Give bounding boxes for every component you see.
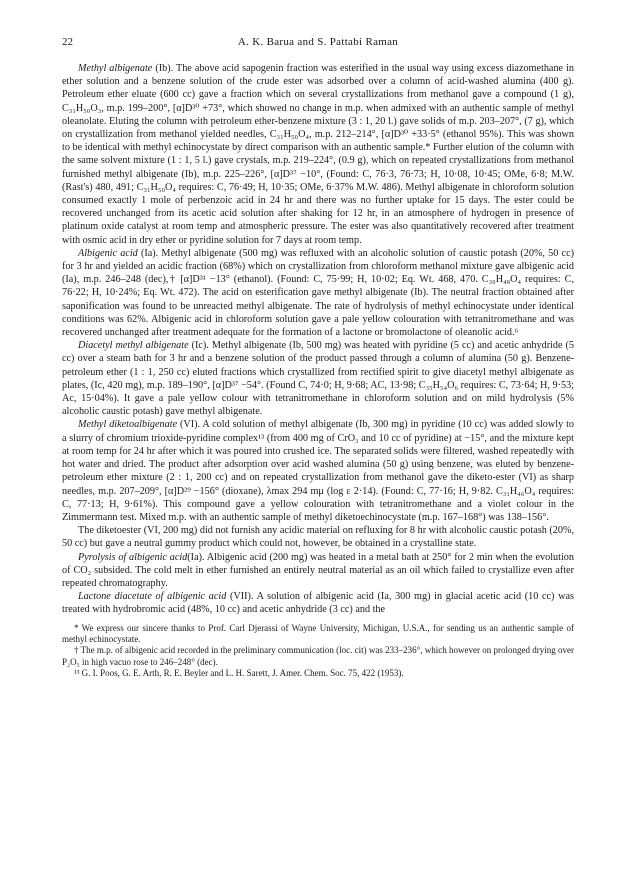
paragraph-lead: Methyl diketoalbigenate [78,419,178,431]
paragraph-text: (Ib). The above acid sapogenin fraction was esterified in the usual way using excess diazomethane in ether solution and a benzene solution of the crude ester was adsorbed over a column of acid-washed alumina (400 g). Petroleum ether eluate (600 cc) gave a fraction which on several crystallizations from methanol gave a compound (1 g), C₃₁H₅₀O₃, m.p. 199–200°, [α]D³⁰ +73°, which showed no change in m.p. when admixed with an authentic sample of methyl oleanolate. Eluting the column with petroleum ether-benzene mixture (3 : 1, 20 l.) gave solids of m.p. 203–207°, (7 g), which on crystallization from methanol yielded needles, C₃₁H₅₀O₄, m.p. 212–214°, [α]D³⁰ +33·5° (ethanol 95%). This was shown to be identical with methyl echinocystate by direct comparison with an authentic sample.* Further elution of the column with the same solvent mixture (1 : 1, 5 l.) gave crystals, m.p. 219–224°, (0.9 g), which on repeated crystallizations from methanol furnished methyl albigenate (Ib), m.p. 225–226°, [α]D³⁷ −10°, (Found: C, 76·3, 76·73; H, 10·08, 10·45; OMe, 6·8; M.W. (Rast's) 480, 491; C₃₁H₅₀O₄ requires: C, 76·49; H, 10·35; OMe, 6·37% M.W. 486). Methyl albigenate in chloroform solution consumed exactly 1 mole of perbenzoic acid in 24 hr and there was no further uptake for 15 days. The ester could be recovered unchanged from its acetic acid solution after shaking for 12 hr, in an atmosphere of hydrogen in presence of platinum oxide catalyst at room temp and atmospheric pressure. The ester was also quantitatively recovered after treatment with osmic acid in dry ether or pyridine solution for 7 days at room temp. [62,63,574,246]
paragraph-text: (VI). A cold solution of methyl albigenate (Ib, 300 mg) in pyridine (10 cc) was added slowly to a slurry of chromium trioxide-pyridine complex¹³ (from 400 mg of CrO₃ and 10 cc of pyridine) at −15°, and the mixture kept at room temp for 24 hr after which it was poured into crushed ice. The separated solids were filtered, washed repeatedly with hot water and dried. The product after adsorption over acid washed alumina (50 g) using benzene, was eluted by benzene-petroleum ether mixture (2 : 1, 200 cc) and on repeated crystallization from methanol gave the diketo-ester (VI) as sharp needles, m.p. 207–209°, [α]D²⁹ −156° (dioxane), λmax 294 mμ (log ε 2·14). (Found: C, 77·16; H, 9·82. C₃₁H₄₆O₄ requires: C, 77·13; H, 9·61%). This compound gave a yellow colouration with tetranitromethane and a violet colour in the Zimmermann test. Mixed m.p. with an authentic sample of methyl diketoechinocystate (m.p. 167–168°) was 138–156°. [62,419,574,523]
paragraph-methyl-albigenate [62,62,574,247]
paragraph-lead: Methyl albigenate [78,63,153,74]
paragraph-methyl-diketoalbigenate [62,418,574,524]
paragraph-diketoester-reflux [62,524,574,550]
article-body [62,62,574,617]
paragraph-text: (Ia). Methyl albigenate (500 mg) was refluxed with an alcoholic solution of caustic potash (20%, 50 cc) for 3 hr and yielded an acidic fraction (68%) which on crystallization from chloroform methanol mixture gave albigenic acid (Ia), m.p. 246–248 (dec),† [α]D³¹ −13° (ethanol). (Found: C, 75·99; H, 10·02; Eq. Wt. 468, 470. C₃₀H₄₈O₄ requires: C, 76·22; H, 10·24%; Eq. Wt. 472). The acid on esterification gave methyl albigenate (Ib). The neutral fraction obtained after saponification was found to be unreacted methyl albigenate. The rate of hydrolysis of methyl echinocystate under identical conditions was 62%. Albigenic acid in chloroform solution gave a pale yellow colouration with tetranitromethane and was recovered unchanged after treatment adequate for the formation of a lactone or bromolactone of oleanolic acid.⁶ [62,247,574,339]
footnote-star: * We express our sincere thanks to Prof. Carl Djerassi of Wayne University, Michigan, U.S.A., for sending us an authentic sample of methyl echinocystate. [62,622,574,644]
running-title: A. K. Barua and S. Pattabi Raman [237,36,399,48]
paragraph-albigenic-acid [62,247,574,339]
footnotes [62,623,574,680]
footnote-reference-13: ¹³ G. I. Poos, G. E. Arth, R. E. Beyler and L. H. Sarett, J. Amer. Chem. Soc. 75, 422 (1953). [74,668,404,679]
paragraph-text: (VII). A solution of albigenic acid (Ia, 300 mg) in glacial acetic acid (10 cc) was treated with hydrobromic acid (48%, 10 cc) and acetic anhydride (3 cc) and the [62,591,574,616]
paragraph-pyrolysis [62,551,574,591]
page-number: 22 [62,36,73,48]
paragraph-lead: Pyrolysis of albigenic acid [78,551,188,563]
paragraph-diacetyl-methyl-albigenate [62,339,574,418]
paragraph-text: (Ia). Albigenic acid (200 mg) was heated in a metal bath at 250° for 2 min when the evolution of CO₂ subsided. The cold melt in ether furnished an entirely neutral material as an oil which failed to crystallize even after repeated chromatography. [62,551,574,589]
paragraph-lead: Albigenic acid [78,247,138,259]
paragraph-lead: Lactone diacetate of albigenic acid [78,591,227,603]
paragraph-lead: Diacetyl methyl albigenate [78,340,189,352]
page-header [62,36,574,52]
paragraph-lactone-diacetate [62,590,574,616]
footnote-dagger: † The m.p. of albigenic acid recorded in the preliminary communication (loc. cit) was 233–236°, which however on prolonged drying over P₂O₅ in high vacuo rose to 246–248° (dec). [62,645,574,667]
paragraph-text: (Ic). Methyl albigenate (Ib, 500 mg) was heated with pyridine (5 cc) and acetic anhydride (5 cc) over a steam bath for 3 hr and a benzene solution of the product passed through a column of alumina (50 g). Benzene-petroleum ether (1 : 1, 250 cc) eluted fractions which crystallized from rectified spirit to give diacetyl methyl albigenate as plates, (Ic, 420 mg), m.p. 189–190°, [α]D³⁷ −54°. (Found C, 74·0; H, 9·68; AC, 13·98; C₃₅H₅₄O₆ requires: C, 73·64; H, 9·53; Ac, 15·04%). It gave a pale yellow colour with tetranitromethane in chloroform solution and on mild hydrolysis (5% alcoholic caustic potash) gave methyl albigenate. [62,340,574,418]
paragraph-text: The diketoester (VI, 200 mg) did not furnish any acidic material on refluxing for 8 hr with alcoholic caustic potash (20%, 50 cc) but gave a neutral gummy product which could not, however, be obtained in a crystalline state. [62,525,574,550]
